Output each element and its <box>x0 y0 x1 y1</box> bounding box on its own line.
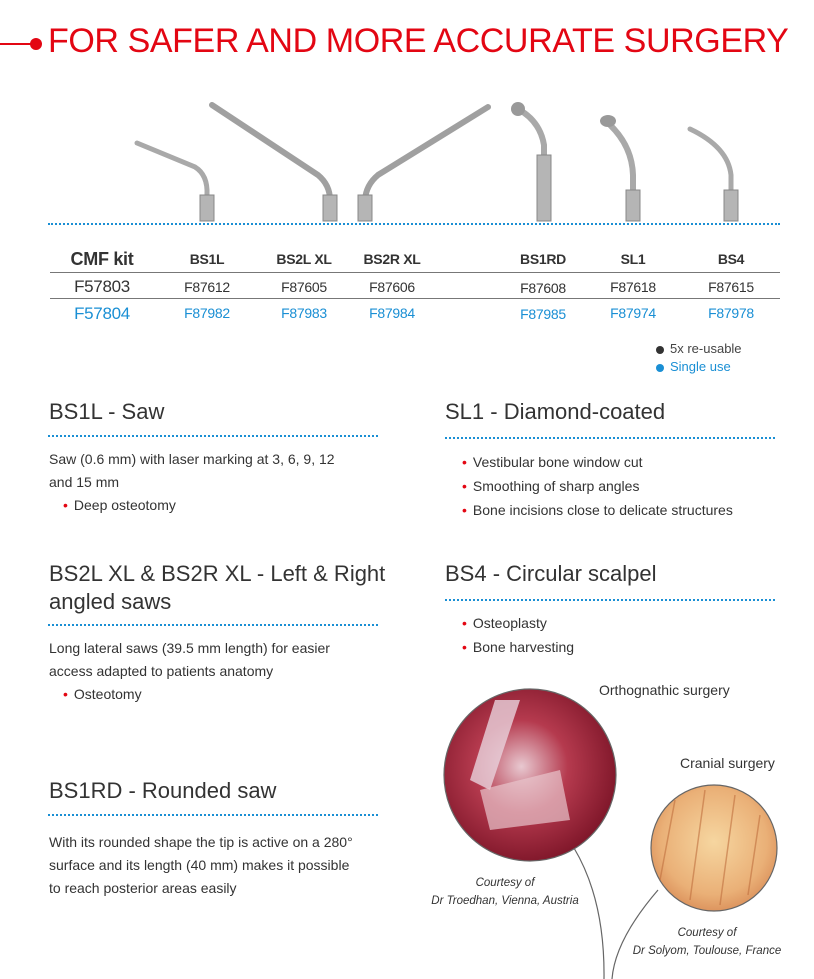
table-cell: F87983 <box>281 305 327 321</box>
credit-line: Courtesy of <box>677 927 737 939</box>
table-cell: F87978 <box>708 305 754 321</box>
header-cmf-kit: CMF kit <box>70 249 134 269</box>
page-title: FOR SAFER AND MORE ACCURATE SURGERY <box>48 22 789 60</box>
ortho-credit <box>405 874 605 910</box>
table-cell: F87612 <box>184 279 230 295</box>
credit-line: Courtesy of <box>475 877 535 889</box>
table-cell: F87608 <box>520 280 566 296</box>
table-cell: F87605 <box>281 279 327 295</box>
cranial-credit <box>607 924 807 960</box>
table-cell: F87984 <box>369 305 415 321</box>
bullet-item: • Bone incisions close to delicate structures <box>462 499 733 522</box>
heading-line: angled saws <box>49 589 172 614</box>
heading-line: BS2L XL & BS2R XL - Left & Right <box>49 561 386 586</box>
credit-line: Dr Troedhan, Vienna, Austria <box>431 895 579 907</box>
table-cell: F87982 <box>184 305 230 321</box>
heading-bs1l: BS1L - Saw <box>49 399 165 424</box>
header-bs1l: BS1L <box>189 251 225 267</box>
legend-label: 5x re-usable <box>670 341 742 356</box>
cranial-photo <box>651 785 777 911</box>
table-cell: F87974 <box>610 305 656 321</box>
table-cell: F87985 <box>520 306 566 322</box>
heading-sl1: SL1 - Diamond-coated <box>445 399 666 424</box>
credit-line: Dr Solyom, Toulouse, France <box>632 945 782 957</box>
bullet-item: • Vestibular bone window cut <box>462 451 733 474</box>
bullet-item: • Bone harvesting <box>462 636 574 659</box>
bullet-item: • Deep osteotomy <box>49 494 335 517</box>
bullet-item: • Osteoplasty <box>462 612 574 635</box>
heading-bs4: BS4 - Circular scalpel <box>445 561 657 586</box>
text-line: Saw (0.6 mm) with laser marking at 3, 6, 9, 12 <box>49 451 335 467</box>
text-line: and 15 mm <box>49 474 120 490</box>
table-cell: F57804 <box>74 304 130 323</box>
ortho-label: Orthognathic surgery <box>599 682 730 698</box>
cranial-label: Cranial surgery <box>680 755 775 771</box>
table-cell: F87615 <box>708 279 754 295</box>
header-bs4: BS4 <box>717 251 745 267</box>
header-bs2r-xl: BS2R XL <box>363 251 421 267</box>
text-line: Long lateral saws (39.5 mm length) for easier <box>49 640 330 656</box>
bullet-item: • Smoothing of sharp angles <box>462 475 733 498</box>
table-cell: F57803 <box>74 277 130 296</box>
text-line: to reach posterior areas easily <box>49 880 237 896</box>
bullet-item: • Osteotomy <box>49 683 330 706</box>
table-cell: F87606 <box>369 279 415 295</box>
header-bs1rd: BS1RD <box>520 251 566 267</box>
heading-bs1rd: BS1RD - Rounded saw <box>49 778 277 803</box>
header-sl1: SL1 <box>620 251 646 267</box>
text-line: With its rounded shape the tip is active on a 280° <box>49 834 353 850</box>
text-line: surface and its length (40 mm) makes it possible <box>49 857 350 873</box>
orthognathic-photo <box>444 689 616 861</box>
text-line: access adapted to patients anatomy <box>49 663 274 679</box>
table-cell: F87618 <box>610 279 656 295</box>
header-bs2l-xl: BS2L XL <box>276 251 332 267</box>
legend-label: Single use <box>670 359 731 374</box>
